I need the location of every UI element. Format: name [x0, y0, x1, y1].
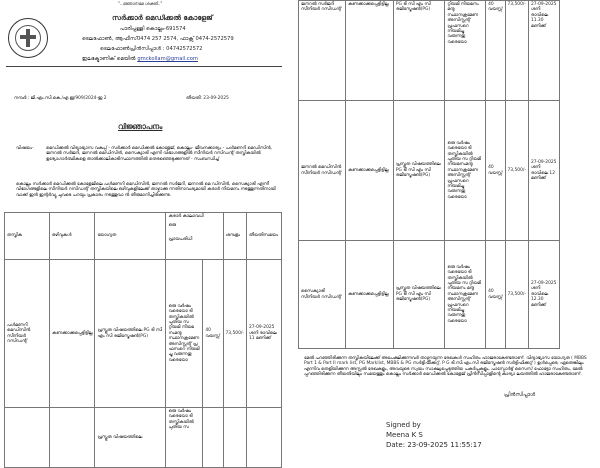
row3-vacancy: കണക്കാക്കപ്പെട്ടിട്ടില്ല [346, 101, 394, 241]
motto: "..ജ്ഞാനമേ ശക്തി.." [118, 2, 163, 7]
notice-body: കൊല്ലം സർക്കാർ മെഡിക്കൽ കോളേജിലെ പൾമണറി മെഡിസിൻ, ജനറൽ സർജറി, ജനറൽ മെ ഡിസിൻ, സൈക്യാട്രി എന്നീ വിഭാഗങ്ങളിലെ സീനിയർ റസിഡന്റ് തസ്തികയിലെ ഒഴിവുകളിലേക്ക് താഴ്ചാക്കു ന്നതിനാവശ്യമായി കരാർ നിയമനം നടത്തുന്നതിനായി വാക്ക് ഇൻ ഇന്റർവ്യൂ ചുവടെ പറയും പ്രകാരം നടത്തുവാ ൻ തീരുമാനിച്ചിരിക്കുന്നു. [16, 182, 276, 198]
header-post: തസ്തിക [5, 213, 50, 260]
phone-line: ടെലഫോൺ, ആഫീസ്0474 257 2574, ഫാക്സ് 0474-2572579 [82, 36, 234, 42]
table-row [299, 101, 560, 241]
table-header-row [5, 213, 282, 260]
college-seal-icon [8, 18, 48, 58]
table-row [5, 408, 282, 468]
header-salary: ശമ്പളം [223, 213, 246, 260]
row3-datetime: 27-09-2025 ശനി രാവിലെ 12 മണിക്ക് [528, 101, 559, 241]
table-row [299, 1, 560, 101]
row3-post: ജനറൽ മെഡിസിൻ സീനിയർ റസിഡന്റ് [299, 101, 346, 241]
notice-date: തീയതി: 23-09-2025 [186, 96, 229, 101]
college-name: സർക്കാർ മെഡിക്കൽ കോളേജ് [112, 14, 213, 22]
digital-signature-block [386, 420, 482, 450]
row1-qualification: പ്രസ്തുത വിഷയത്തിലെ PG ടി സി എം സി രജിസ്ട്രേഷൻ(PG) [95, 260, 166, 408]
row1-datetime: 27-09-2025 ശനി രാവിലെ 11 മണിക്ക് [246, 260, 281, 408]
table-row [299, 241, 560, 349]
row2-datetime: 27-09-2025 ശനി രാവിലെ 11.30 മണിക്ക് [528, 1, 559, 101]
row3-qual: പ്രസ്തുത വിഷയത്തിലെ PG ടി സി എം സി രജിസ്ട്രേഷൻ(PG) [393, 101, 445, 241]
row1-age: 40 വയസ്സ് [203, 260, 223, 408]
email-link[interactable]: gmckollam@gmail.com [137, 56, 198, 62]
subject-label: വിഷയം- [16, 146, 34, 151]
header-qualification: യോഗ്യത [95, 213, 166, 260]
row2-qual: PG ടി സി എം സി രജിസ്ട്രേഷൻ(PG) [393, 1, 445, 101]
row1-vacancy: കണക്കാക്കപ്പെട്ടിട്ടില്ല [50, 260, 95, 408]
header-datetime: തീയതിസമയം [246, 213, 281, 260]
document-page-left [0, 0, 283, 458]
college-address: പാരിപ്പള്ളി കൊല്ലം-691574 [120, 26, 186, 32]
row1-experience: ഒരു വർഷം വരെയോ ടി തസ്തികയിൽ പുതിയ സ റ്റിയമി നിയമ നംമന്ദൂ സ്ഥാനക്രമേണ അസിസ്റ്റന്റ് പ്ര ഫസറെ നിയമി ച്ചു വരുന്നതു വരെയോ [166, 260, 203, 408]
notice-title: വിജ്ഞാപനം [118, 122, 163, 131]
header-divider [6, 66, 282, 67]
row2-post: ജനറൽ സർജറി സീനിയർ റസിഡന്റ് [299, 1, 346, 101]
principal-label: പ്രിൻസിപ്പാൾ [504, 392, 536, 398]
row2-qualification: പ്രസ്തുത വിഷയത്തിലെ [95, 408, 166, 468]
header-vacancy: ഒഴിവുകൾ [50, 213, 95, 260]
signature-date: Date: 23-09-2025 11:55:17 [386, 441, 482, 449]
row4-datetime: 27-09-2025 ശനി രാവിലെ 12.30 മണിക്ക് [528, 241, 559, 349]
signed-by-label: Signed by [386, 421, 421, 429]
row2-exp: റ്റിയമി നിയമനം മന്ദൂ സ്ഥാനക്രമേണ അസിസ്റ്റന്റ് പ്രഫസറെ നിയമിച്ചു വരുന്നതു വരെയോ [445, 1, 486, 101]
row2-vacancy: കണക്കാക്കപ്പെട്ടിട്ടില്ല [346, 1, 394, 101]
row3-exp: ഒരു വർഷം വരെയോ ടി തസ്തികയിൽ പുതിയ സ റ്റിയമി നിയമനംമന്ദൂ സ്ഥാനക്രമേണ അസിസ്റ്റന്റ് പ്രഫസറെ നിയമിച്ചു വരുന്നതു വരെയോ [445, 101, 486, 241]
row4-exp: ഒരു വർഷം വരെയോ ടി തസ്തികയിൽ പുതിയ സ റ്റിയമി നിയമനം മന്ദൂ സ്ഥാനക്രമേണ അസിസ്റ്റന്റ് പ്രഫസറെ നിയമിച്ചു വരുന്നതു വരെയോ [445, 241, 486, 349]
vacancy-table [4, 212, 282, 468]
row2-age: 40 വയസ്സ് [486, 1, 505, 101]
table-row [5, 260, 282, 408]
email-label: ഇലക്ട്രോണിക് മെയിൽ [82, 56, 136, 62]
row4-age: 40 വയസ്സ് [486, 241, 505, 349]
vacancy-table-continued [298, 0, 560, 349]
row2-salary: 73,500/- [505, 1, 528, 101]
row4-post: സൈക്യാട്രി സീനിയർ റസിഡന്റ് [299, 241, 346, 349]
document-page-right [292, 0, 600, 458]
row4-qual: പ്രസ്തുത വിഷയത്തിലെ PG ടി സി എം സി രജിസ്ട്രേഷൻ(PG) [393, 241, 445, 349]
row3-salary: 73,500/- [505, 101, 528, 241]
header-contract: കരാർ കാലാവധി ഒരു പ്രായപരിധി [166, 213, 223, 260]
row3-age: 40 വയസ്സ് [486, 101, 505, 241]
instructions-text: മേൽ പറഞ്ഞിരിക്കുന്ന തസ്തികയിലേക്ക് അപേക്ഷിക്കുന്നവർ താഴ്പ്പറയുന്ന രേഖകൾ സഹിതം ഹാജരാകേണ്ടതാണ്. വിദ്യാഭ്യാസ യോഗ്യത ( MBBS Part 1 & Part II mark list, PG Marklist, MBBS & PG സർട്ടിഫിക്കറ്റ്, P G ടി.സി.എം.സി രജിസ്ട്രേഷൻ സർട്ടിഫിക്കറ്റ് ) ഉൾപ്പെടെ, ഏതെങ്കിലും എന്നിവ തെളിയിക്കുന്ന അസ്സൽ രേഖകളും, അവയുടെ സ്വയം സാക്ഷ്യപ്പെടുത്തിയ പകർപ്പുകളും, പാസ്പോർട്ട് സൈസ് ഫോട്ടോ സഹിതം, മേൽ പ്പറഞ്ഞിരിക്കുന്ന തീയതിയിലും സമയത്തും കൊല്ലം സർക്കാർ മെഡിക്കൽ കോളേജ് പ്രിൻസിപ്പാളിന്റെ കാര്യാ ലയത്തിൽ ഹാജരാകേണ്ടതാണ്. [304, 356, 587, 378]
row4-vacancy: കണക്കാക്കപ്പെട്ടിട്ടില്ല [346, 241, 394, 349]
signer-name: Meena K S [386, 431, 423, 439]
subject-text: മെഡിക്കൽ വിദ്യാഭ്യാസ വകുപ്പ് - സർക്കാർ മെഡിക്കൽ കോളേജ്, കൊല്ലം- ജീവനക്കാര്യം - പൾമണറി മെഡിസിൻ, ജനറൽ സർജറി, ജനറൽ മെഡിസിൻ, സൈക്യാട്രി എന്നി വിഭാഗങ്ങളിൽ സീനിയർ റസിഡന്റ് തസ്തികയിൽ ഉദ്യോഗാർത്ഥികളെ താൽക്കാലികാടിസ്ഥാനത്തിൽ തെരഞ്ഞെടുക്കുന്നത് - സംബന്ധിച്ച് [46, 146, 272, 162]
row4-salary: 73,500/- [505, 241, 528, 349]
row1-salary: 73,500/- [223, 260, 246, 408]
row1-post: പൾമണറി മെഡിസിൻ സീനിയർ റസിഡന്റ് [5, 260, 50, 408]
reference-number: നമ്പർ : ജി.എം.സി.കെ./എ.ഇ/909/2024-ഇ 2 [14, 96, 107, 101]
principal-phone-line: ടെലഫോൺപ്രിൻസിപ്പാൾ : 04742572572 [100, 46, 203, 52]
row2-experience: ഒരു വർഷം വരെയോ ടി തസ്തികയിൽ പുതിയ സ [166, 408, 203, 468]
